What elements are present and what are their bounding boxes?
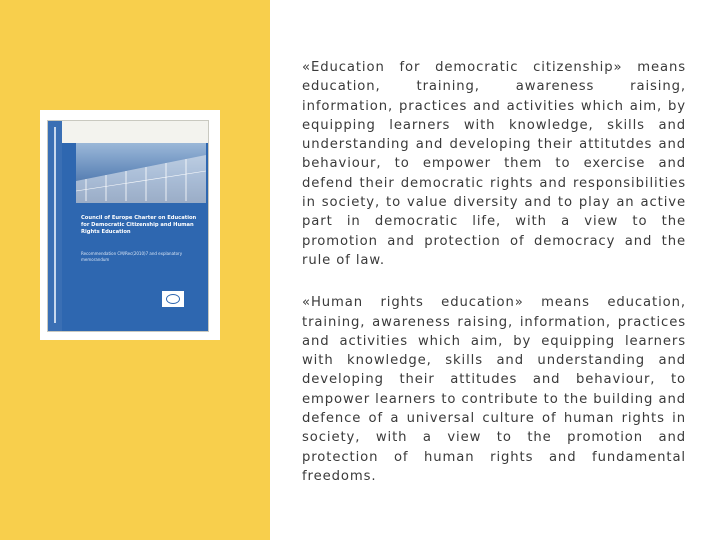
book-cover-image xyxy=(40,110,220,340)
hre-definition-paragraph: «Human rights education» means education, training, awareness raising, information, practices and activities which aim, by equipping learners with knowledge, skills and understanding and developing their attitudes and behaviour, to empower learners to contribute to the building and defence of a universal culture of human rights in society, with a view to the promotion and protection of human rights and fundamental freedoms. xyxy=(302,295,686,484)
council-of-europe-logo-icon xyxy=(162,291,184,307)
book-cover xyxy=(47,120,209,332)
book-spine xyxy=(48,121,62,331)
left-yellow-panel xyxy=(0,0,270,540)
edc-definition-paragraph: «Education for democratic citizenship» means education, training, awareness raising, information, practices and activities which aim, by equipping learners with knowledge, skills and understanding and developing their attitutdes and behaviour, to empower them to exercise and defend their democratic rights and responsibilities in society, to value diversity and to play an active part in democratic life, with a view to the promotion and protection of democracy and the rule of law. xyxy=(302,60,686,268)
definitions-text xyxy=(302,58,686,509)
book-subtitle: Recommendation CM/Rec(2010)7 and explanatory memorandum xyxy=(81,251,183,262)
cover-building-photo xyxy=(76,143,206,203)
book-title: Council of Europe Charter on Education for Democratic Citizenship and Human Rights Education xyxy=(81,215,197,235)
